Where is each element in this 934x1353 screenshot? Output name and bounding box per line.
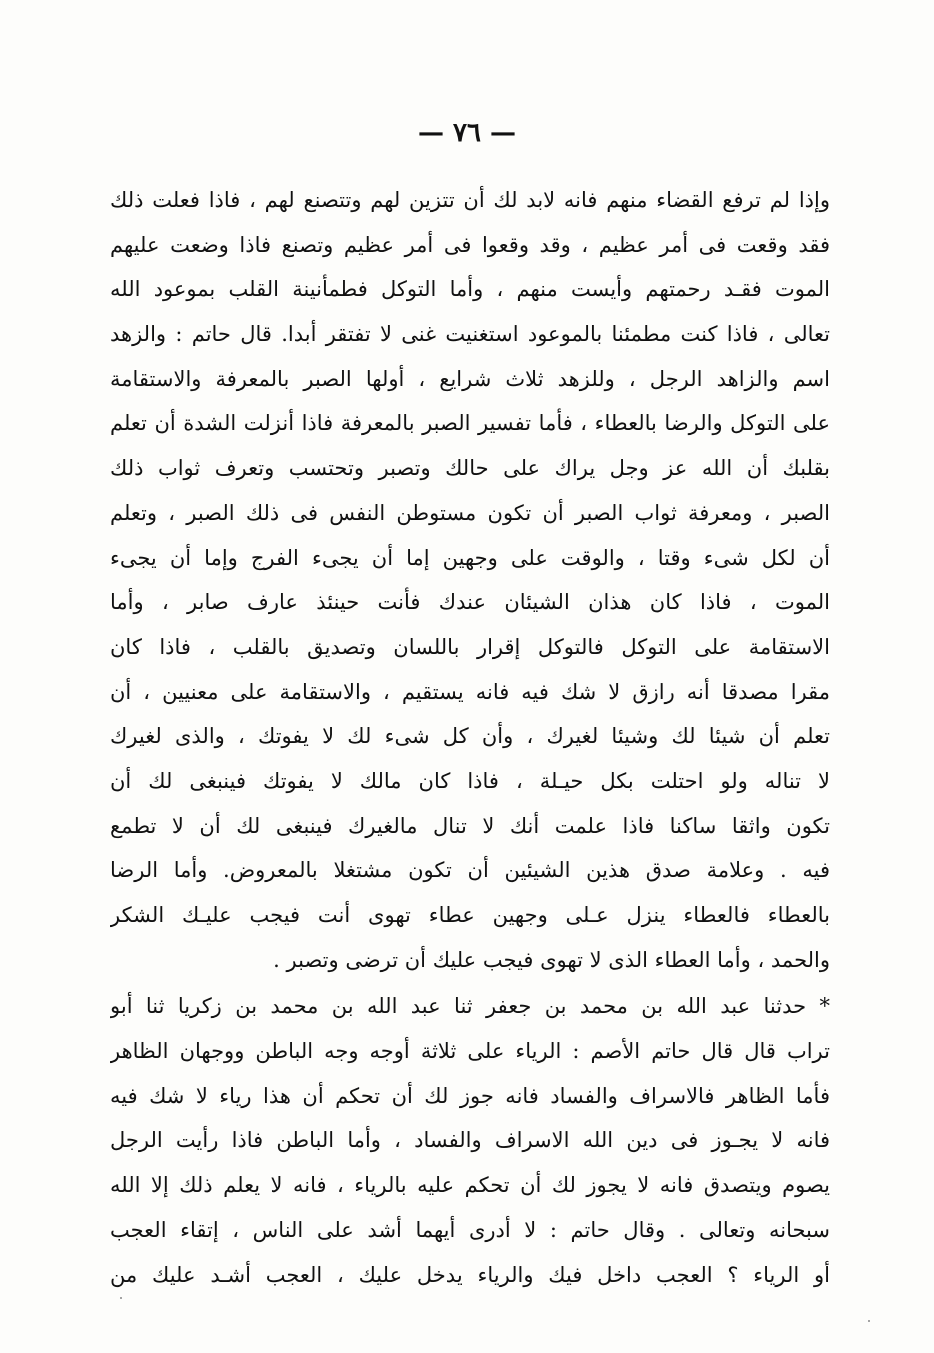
text-line: * حدثنا عبد الله بن محمد بن جعفر ثنا عبد الله بن محمد بن زكريا ثنا أبو (110, 994, 830, 1019)
text-line: فأما الظاهر فالاسراف والفساد فانه جوز لك أن تحكم أن هذا رياء لا شك فيه (110, 1083, 830, 1108)
text-line: الاستقامة على التوكل فالتوكل إقرار باللسان وتصديق بالقلب ، فاذا كان (110, 634, 830, 659)
text-line: أن لكل شىء وقتا ، والوقت على وجهين إما أن يجىء الفرج وإما أن يجىء (110, 545, 830, 570)
text-line: لا تناله ولو احتلت بكل حيـلة ، فاذا كان مالك لا يفوتك فينبغى لك أن (110, 768, 830, 793)
paragraph (110, 984, 830, 1297)
text-line: بالعطاء فالعطاء ينزل عـلى وجهين عطاء تهوى أنت فيجب عليـك الشكر (110, 903, 830, 927)
text-line: اسم والزاهد الرجل ، وللزهد ثلاث شرايع ، أولها الصبر بالمعرفة والاستقامة (110, 366, 830, 391)
text-line: الموت ، فاذا كان هذان الشيئان عندك فأنت حينئذ عارف صابر ، وأما (110, 590, 830, 615)
text-line: فانه لا يجـوز فى دين الله الاسراف والفساد ، وأما الباطن فاذا رأيت الرجل (110, 1128, 830, 1153)
text-line: وإذا لم ترفع القضاء منهم فانه لابد لك أن تتزين لهم وتتصنع لهم ، فاذا فعلت ذلك (110, 188, 830, 212)
text-line: تعالى ، فاذا كنت مطمئنا بالموعود استغنيت غنى لا تفتقر أبدا. قال حاتم : والزهد (110, 322, 830, 347)
text-line: الموت فقـد رحمتهم وأيست منهم ، وأما التوكل فطمأنينة القلب بموعود الله (110, 277, 830, 302)
text-line: والحمد ، وأما العطاء الذى لا تهوى فيجب عليك أن ترضى وتصبر . (273, 947, 830, 972)
text-line: أو الرياء ؟ العجب داخل فيك والرياء يدخل عليك ، العجب أشـد عليك من (110, 1262, 830, 1287)
text-line: مقرا مصدقا أنه رازق لا شك فيه فانه يستقيم ، والاستقامة على معنيين ، أن (110, 679, 830, 704)
text-line: فيه . وعلامة صدق هذين الشيئين أن تكون مشتغلا بالمعروض. وأما الرضا (110, 858, 830, 883)
text-line: تكون واثقا ساكنا فاذا علمت أنك لا تنال مالغيرك فينبغى لك أن لا تطمع (110, 813, 830, 838)
scan-speck (120, 1297, 122, 1299)
text-line: على التوكل والرضا بالعطاء ، فأما تفسير الصبر بالمعرفة فاذا أنزلت الشدة أن تعلم (110, 411, 830, 436)
text-line: سبحانه وتعالى . وقال حاتم : لا أدرى أيهما أشد على الناس ، إتقاء العجب (110, 1217, 830, 1242)
scan-speck (868, 1320, 870, 1322)
text-line: يصوم ويتصدق فانه لا يجوز لك أن تحكم عليه بالرياء ، فانه لا يعلم ذلك إلا الله (110, 1173, 830, 1198)
page-number: — ٧٦ — (417, 118, 517, 148)
text-line: فقد وقعت فى أمر عظيم ، وقد وقعوا فى أمر عظيم وتصنع فاذا وضعت عليهم (110, 232, 830, 257)
body-text (110, 178, 830, 1297)
text-line: تراب قال قال حاتم الأصم : الرياء على ثلاثة أوجه وجه الباطن ووجهان الظاهر (110, 1039, 830, 1064)
paragraph (110, 178, 830, 982)
text-line: بقلبك أن الله عز وجل يراك على حالك وتصبر وتحتسب وتعرف ثواب ذلك (110, 456, 830, 481)
text-line: الصبر ، ومعرفة ثواب الصبر أن تكون مستوطن النفس فى ذلك الصبر ، وتعلم (110, 500, 830, 525)
text-line: تعلم أن شيئا لك وشيئا لغيرك ، وأن كل شىء لك لا يفوتك ، والذى لغيرك (110, 724, 830, 749)
